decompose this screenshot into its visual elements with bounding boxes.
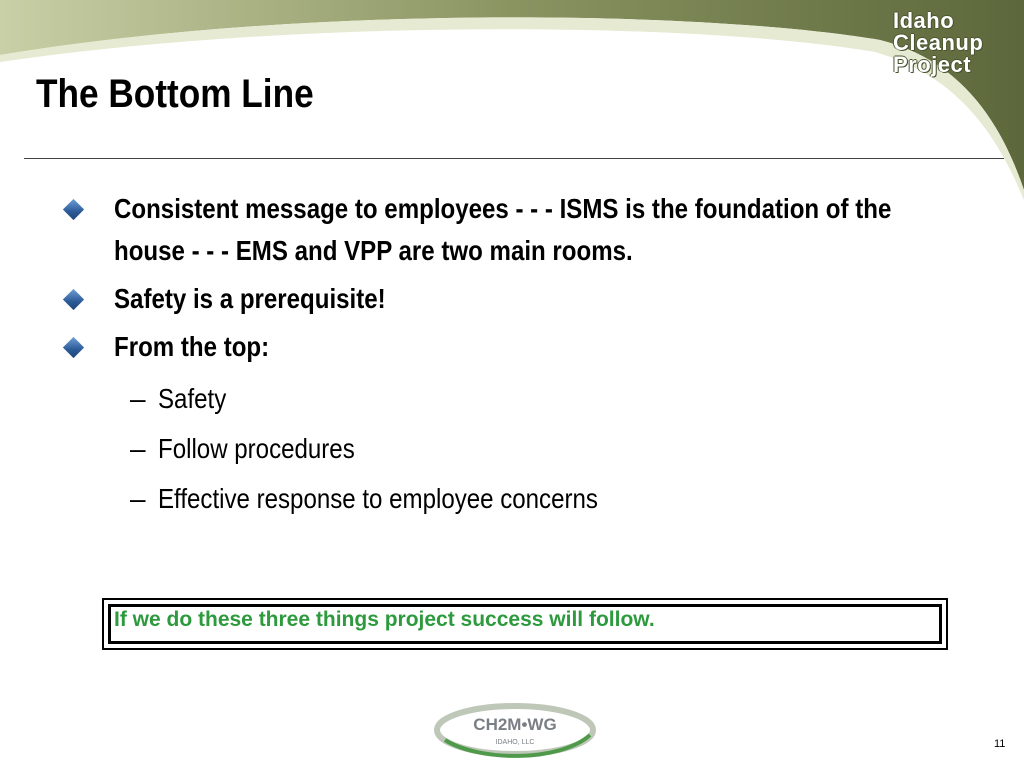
sub-bullet-item [60, 374, 940, 424]
diamond-bullet-icon [63, 289, 84, 310]
dash-bullet-icon: – [130, 383, 146, 414]
sub-bullet-text: Follow procedures [158, 433, 355, 464]
bullet-item [60, 326, 940, 368]
sub-bullet-item [60, 474, 940, 524]
bullet-item [60, 188, 940, 272]
logo-subtitle: IDAHO, LLC [495, 739, 535, 746]
bullet-list [60, 188, 940, 524]
ch2m-wg-logo [430, 700, 600, 762]
idaho-cleanup-project-logo [893, 10, 983, 76]
page-number: 11 [994, 738, 1006, 750]
logo-line-2: Cleanup [893, 30, 984, 55]
sub-bullet-item [60, 424, 940, 474]
slide-title: The Bottom Line [36, 72, 314, 116]
callout-text: If we do these three things project success will follow. [114, 608, 655, 631]
bullet-item [60, 278, 940, 320]
sub-bullet-text: Safety [158, 383, 227, 414]
logo-line-1: Idaho [893, 8, 955, 33]
logo-line-3: Project [893, 52, 972, 77]
bullet-text: Safety is a prerequisite! [114, 283, 386, 314]
title-divider [24, 158, 1004, 159]
sub-bullet-text: Effective response to employee concerns [158, 483, 598, 514]
callout-box [102, 598, 948, 650]
diamond-bullet-icon [63, 337, 84, 358]
dash-bullet-icon: – [130, 433, 146, 464]
diamond-bullet-icon [63, 199, 84, 220]
logo-name: CH2M•WG [473, 715, 557, 734]
bullet-text: From the top: [114, 331, 270, 362]
bullet-text: Consistent message to employees - - - ISMS is the foundation of the house - - - EMS and VPP are two main rooms. [114, 193, 892, 266]
dash-bullet-icon: – [130, 483, 146, 514]
